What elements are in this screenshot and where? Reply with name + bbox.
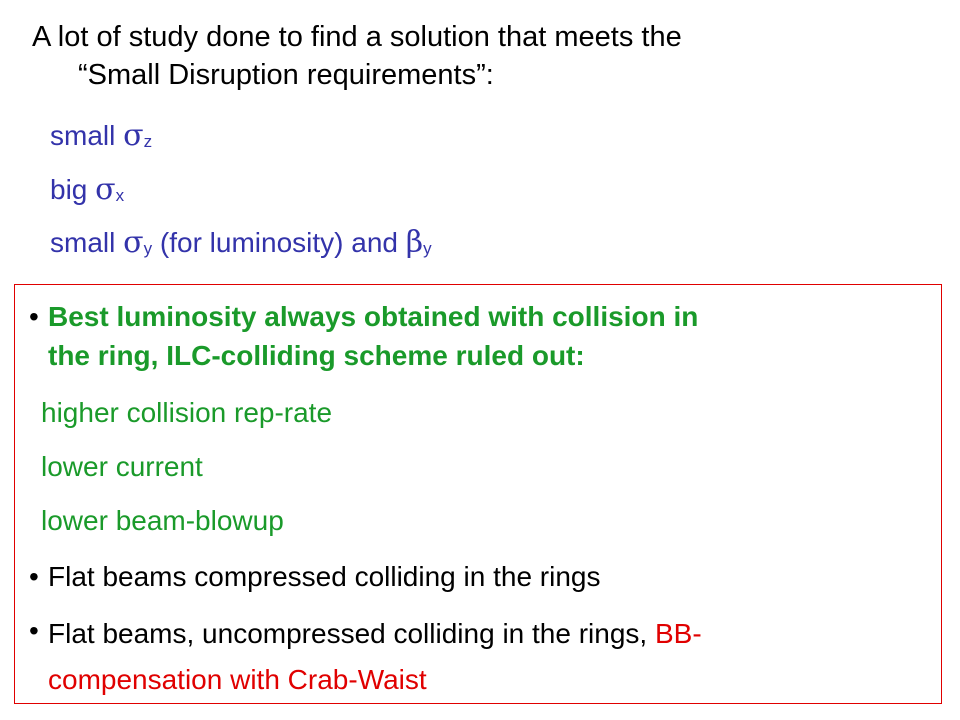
bullet-text <box>48 297 698 375</box>
requirement-big-sigma-x <box>50 172 124 207</box>
requirement-small-sigma-z <box>50 118 152 153</box>
bullet-line-2: the ring, ILC-colliding scheme ruled out: <box>48 340 585 371</box>
bullet-text <box>48 611 702 703</box>
bullet-text-highlight: BB- <box>654 618 702 649</box>
bullet-line-1 <box>48 611 702 657</box>
intro-text <box>32 18 932 94</box>
bullet-dot: • <box>29 615 39 646</box>
requirement-prefix: small <box>50 120 116 151</box>
bullet-dot: • <box>29 561 39 592</box>
beta-symbol: β <box>405 225 424 260</box>
requirement-suffix: (for luminosity) and <box>152 227 406 258</box>
sigma-symbol: σ <box>123 118 144 153</box>
sigma-symbol: σ <box>95 172 116 207</box>
bullet-text: Flat beams compressed colliding in the rings <box>48 561 601 592</box>
subscript: y <box>143 239 153 258</box>
intro-line-1: A lot of study done to find a solution that meets the <box>32 21 682 53</box>
bullet-line-1: Best luminosity always obtained with collision in <box>48 301 699 332</box>
conclusions-box <box>14 284 942 704</box>
intro-line-2: “Small Disruption requirements”: <box>78 59 494 91</box>
subitem-higher-rep-rate: higher collision rep-rate <box>41 397 333 428</box>
subscript: x <box>115 186 125 205</box>
bullet-text-main: Flat beams, uncompressed colliding in the rings, <box>48 618 655 649</box>
requirement-small-sigma-y <box>50 225 432 260</box>
subscript: y <box>423 239 432 258</box>
sigma-symbol: σ <box>123 225 144 260</box>
bullet-line-2: compensation with Crab-Waist <box>48 664 427 695</box>
bullet-dot: • <box>29 301 39 332</box>
requirement-prefix: big <box>50 174 88 205</box>
subitem-lower-current: lower current <box>41 451 203 482</box>
subscript: z <box>143 132 153 151</box>
subitem-lower-blowup: lower beam-blowup <box>41 505 284 536</box>
requirement-prefix: small <box>50 227 116 258</box>
